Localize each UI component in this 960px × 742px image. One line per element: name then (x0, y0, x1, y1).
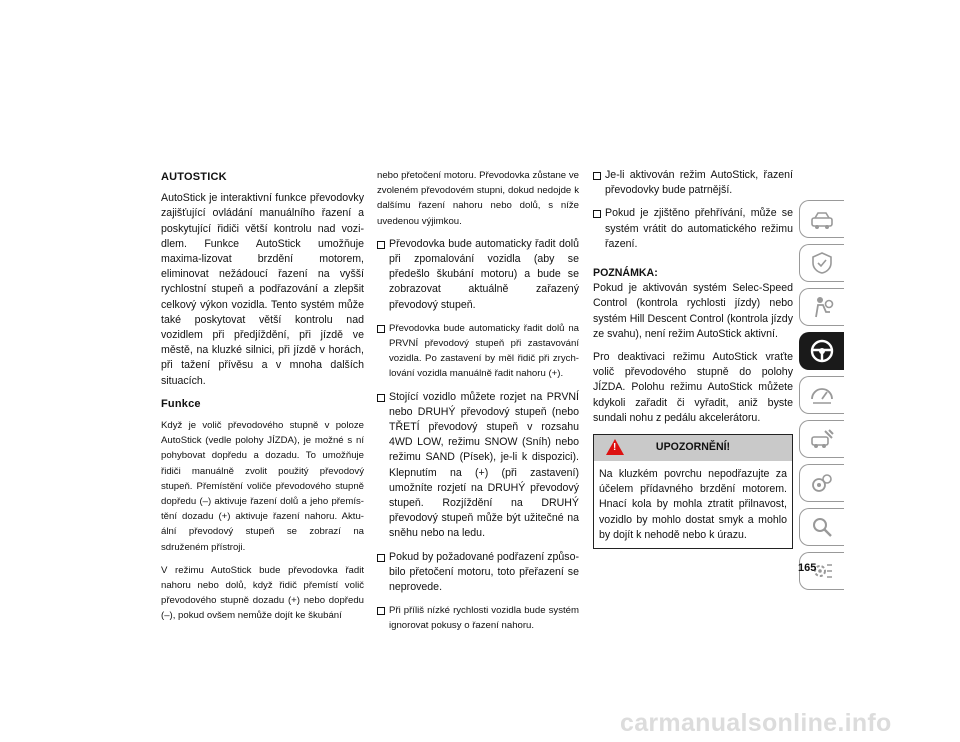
tab-index[interactable] (799, 508, 844, 546)
service-icon (808, 469, 836, 497)
paragraph: AutoStick je interaktivní funkce převodovky zajišťující ovládání manuálního řazení a poskytující řidiči větší kontrolu nad vozi-dlem. Funkce AutoStick umožňuje maxima-lizovat brzdění motorem, eliminovat nežádoucí řazení na vyšší rychlostní stupeň a podřazování a zlepšit celkový výkon vozidla. Tento systém může také poskytovat větší kontrolu nad vozidlem při předjíždění, při jízdě ve městě, na kluzké silnici, při jízdě v horách, při tažení přívěsu a v mnoha dalších situacích. (161, 192, 364, 387)
list-item-text: Převodovka bude automaticky řadit dolů při zpomalování vozidla (aby se předešlo škubání motoru) a bude se zobrazovat aktuálně zařazený převodový stupeň. (389, 237, 579, 311)
column-3 (593, 168, 793, 549)
list-item (377, 603, 579, 633)
airbag-icon (808, 293, 836, 321)
tab-maintenance[interactable] (799, 420, 844, 458)
maintenance-icon (808, 425, 836, 453)
checkbox-bullet-icon (377, 241, 385, 249)
tab-safety[interactable] (799, 244, 844, 282)
tab-airbag[interactable] (799, 288, 844, 326)
bullet-list (377, 237, 579, 634)
heading-autostick: AUTOSTICK (161, 171, 227, 183)
list-item-text: Je-li aktivován režim AutoStick, řazení převodovky bude patrnější. (605, 169, 793, 197)
list-item (377, 237, 579, 313)
list-item (377, 321, 579, 382)
dashboard-icon (808, 381, 836, 409)
bullet-list (593, 168, 793, 252)
list-item-text: Převodovka bude automaticky řadit dolů na PRVNÍ převodový stupeň při zastavování vozidla. Po zastavení by měl řidič při zrych-lování vozidla manuálně řadit nahoru (+). (389, 322, 579, 380)
list-item (377, 390, 579, 542)
paragraph: nebo přetočení motoru. Převodovka zůstane ve zvoleném převodovém stupni, dokud nedojde k dalšímu řazení nahoru nebo dolů, s níže uvedenou výjimkou. (377, 170, 579, 227)
checkbox-bullet-icon (593, 210, 601, 218)
paragraph: V režimu AutoStick bude převodovka řadit nahoru nebo dolů, když řidič přemístí volič převodového stupně dozadu (+) nebo dopředu (–), pokud ovšem nemůže dojít ke škubání (161, 564, 364, 622)
list-item (593, 168, 793, 198)
tab-service[interactable] (799, 464, 844, 502)
tab-dashboard[interactable] (799, 376, 844, 414)
chapter-tabs (799, 200, 844, 596)
checkbox-bullet-icon (593, 172, 601, 180)
paragraph: Když je volič převodového stupně v poloze AutoStick (vedle polohy JÍZDA), je možné s ní pohybovat dopředu a dozadu. To umožňuje řidiči manuálně zvolit použitý převodový stupeň. Přemístění voliče převodového stupně dopředu (–) aktivuje řazení dolů a jeho přemís-tění dozadu (+) aktivuje řazení nahoru. Aktu-ální převodový stupeň se zobrazí na sdruženém přístroji. (161, 420, 364, 553)
checkbox-bullet-icon (377, 394, 385, 402)
note-text: Pokud je aktivován systém Selec-Speed Control (kontrola rychlosti jízdy) nebo systém Hill Descent Control (kontrola jízdy ze svahu), není režim AutoStick aktivní. (593, 282, 793, 340)
watermark: carmanualsonline.info (620, 709, 892, 737)
heading-funkce: Funkce (161, 397, 201, 410)
tab-car-info[interactable] (799, 200, 844, 238)
index-icon (808, 513, 836, 541)
checkbox-bullet-icon (377, 325, 385, 333)
checkbox-bullet-icon (377, 607, 385, 615)
column-2 (377, 168, 579, 642)
warning-box (593, 434, 793, 549)
list-item-text: Stojící vozidlo můžete rozjet na PRVNÍ nebo DRUHÝ převodový stupeň (nebo TŘETÍ převodový stupeň v rozsahu 4WD LOW, režimu SNOW (Sníh) nebo režimu SAND (Písek), je-li k dispozici). Klepnutím na (+) (při zastavení) umožníte rozjetí na DRUHÝ převodový stupeň. Rozjíždění na DRUHÝ převodový stupeň může být užitečné na sněhu nebo na ledu. (389, 390, 579, 540)
warning-title: UPOZORNĚNÍ! (655, 441, 731, 454)
warning-header: ! UPOZORNĚNÍ! (594, 435, 792, 461)
car-info-icon (808, 205, 836, 233)
safety-icon (808, 249, 836, 277)
list-item (377, 550, 579, 596)
list-item-text: Pokud je zjištěno přehřívání, může se systém vrátit do automatického režimu řazení. (605, 207, 793, 250)
column-1 (161, 170, 364, 632)
list-item-text: Při příliš nízké rychlosti vozidla bude systém ignorovat pokusy o řazení nahoru. (389, 605, 579, 632)
page-number: 165 (798, 562, 817, 574)
steering-wheel-icon (808, 337, 836, 365)
tab-steering-wheel[interactable] (799, 332, 844, 370)
checkbox-bullet-icon (377, 554, 385, 562)
note-title: POZNÁMKA: (593, 267, 658, 280)
paragraph: Pro deaktivaci režimu AutoStick vraťte volič převodového stupně do polohy JÍZDA. Polohu režimu AutoStick můžete kdykoli zařadit či vyřadit, aniž byste sundali nohu z pedálu akcelerátoru. (593, 351, 793, 424)
list-item (593, 206, 793, 252)
list-item-text: Pokud by požadované podřazení způso-bilo přetočení motoru, toto přeřazení se neprovede. (389, 550, 579, 594)
warning-text: Na kluzkém povrchu nepodřazujte za účelem přídavného brzdění motorem. Hnací kola by mohla ztratit přilnavost, vozidlo by mohlo dostat smyk a mohlo by dojít k nehodě nebo k úrazu. (599, 468, 787, 541)
